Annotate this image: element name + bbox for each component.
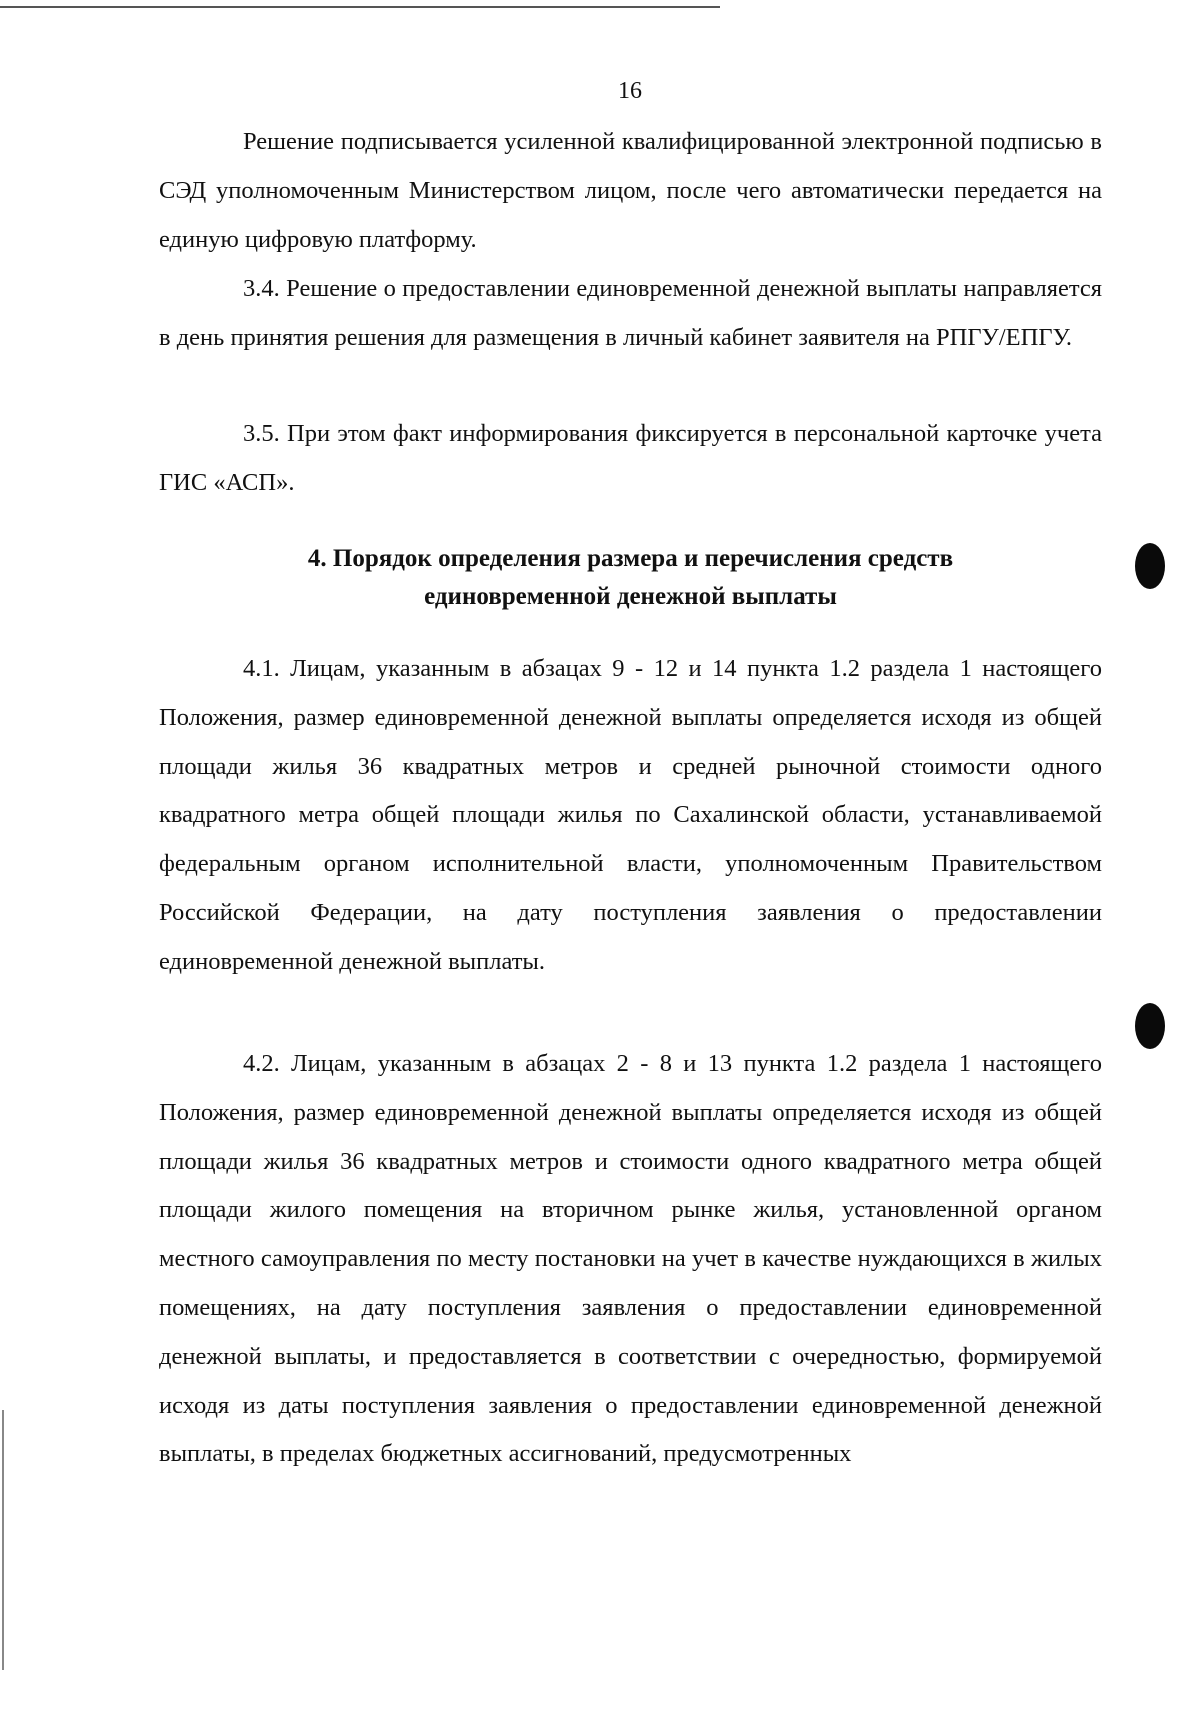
heading-line-1: 4. Порядок определения размера и перечисления средств — [307, 545, 954, 572]
hole-punch-mark — [1135, 543, 1165, 589]
paragraph-signature — [159, 118, 1102, 264]
heading-line-2: единовременной денежной выплаты — [424, 583, 837, 610]
section-4-heading — [159, 540, 1102, 616]
hole-punch-mark — [1135, 1003, 1165, 1049]
page-number: 16 — [618, 78, 642, 104]
paragraph-4-2 — [159, 1040, 1102, 1479]
paragraph-text: Решение подписывается усиленной квалифицированной электронной подписью в СЭД уполномоченным Министерством лицом, после чего автоматически передается на единую цифровую платформу. — [159, 128, 1102, 253]
paragraph-text: 4.1. Лицам, указанным в абзацах 9 - 12 и 14 пункта 1.2 раздела 1 настоящего Положения, размер единовременной денежной выплаты определяется исходя из общей площади жилья 36 квадратных метров и средней рыночной стоимости одного квадратного метра общей площади жилья по Сахалинской области, устанавливаемой федеральным органом исполнительной власти, уполномоченным Правительством Российской Федерации, на дату поступления заявления о предоставлении единовременной денежной выплаты. — [159, 655, 1102, 975]
scan-left-edge — [2, 1410, 4, 1670]
paragraph-text: 4.2. Лицам, указанным в абзацах 2 - 8 и 13 пункта 1.2 раздела 1 настоящего Положения, размер единовременной денежной выплаты определяется исходя из общей площади жилья 36 квадратных метров и стоимости одного квадратного метра общей площади жилого помещения на вторичном рынке жилья, установленной органом местного самоуправления по месту постановки на учет в качестве нуждающихся в жилых помещениях, на дату поступления заявления о предоставлении единовременной денежной выплаты, и предоставляется в соответствии с очередностью, формируемой исходя из даты поступления заявления о предоставлении единовременной денежной выплаты, в пределах бюджетных ассигнований, предусмотренных — [159, 1050, 1102, 1468]
paragraph-3-5 — [159, 410, 1102, 508]
paragraph-text: 3.4. Решение о предоставлении единовременной денежной выплаты направляется в день принятия решения для размещения в личный кабинет заявителя на РПГУ/ЕПГУ. — [159, 275, 1102, 351]
scan-top-rule — [0, 6, 720, 8]
paragraph-4-1 — [159, 645, 1102, 987]
paragraph-text: 3.5. При этом факт информирования фиксируется в персональной карточке учета ГИС «АСП». — [159, 420, 1102, 496]
paragraph-3-4 — [159, 265, 1102, 363]
